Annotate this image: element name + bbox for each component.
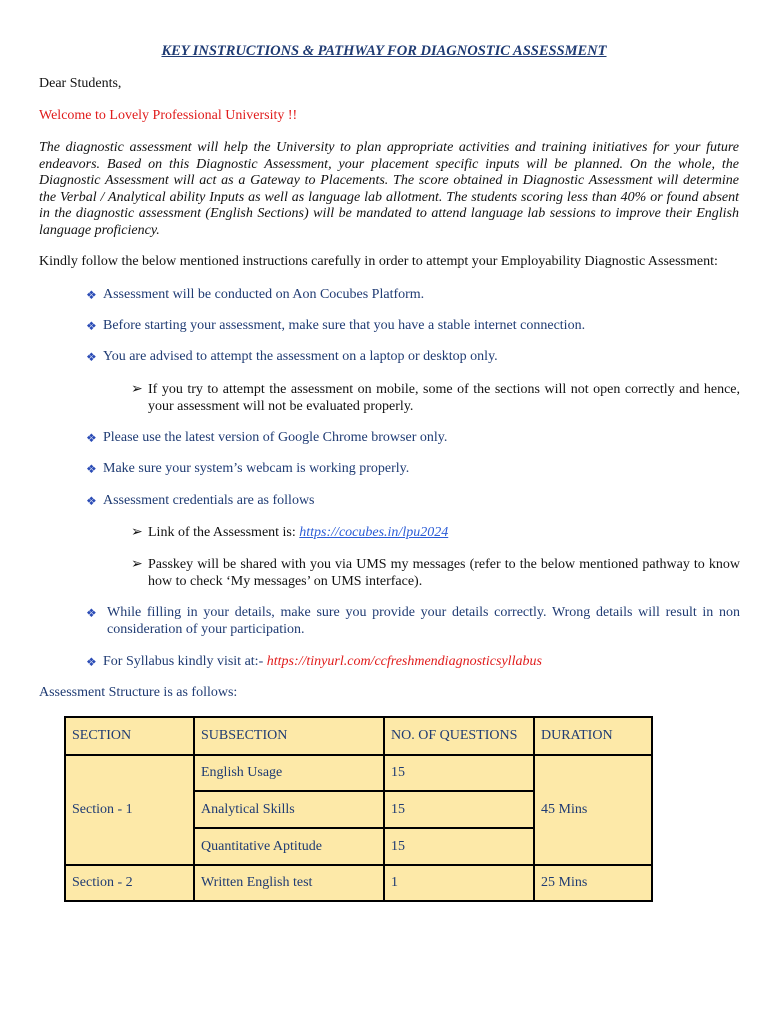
diamond-bullet-icon: ❖ xyxy=(86,462,97,476)
questions-cell: 15 xyxy=(384,791,534,828)
bullet-item xyxy=(86,493,740,510)
arrow-bullet-icon: ➢ xyxy=(131,382,143,397)
diamond-bullet-icon: ❖ xyxy=(86,655,97,669)
intro-paragraph: The diagnostic assessment will help the University to plan appropriate activities and training initiatives for your future endeavors. Based on this Diagnostic Assessment, your placement specific inputs will be planned. On the whole, the Diagnostic Assessment will act as a Gateway to Placements. The score obtained in Diagnostic Assessment will determine the Verbal / Analytical ability Inputs as well as language lab allotment. The students scoring less than 40% or found absent in the diagnostic assessment (English Sections) will be mandated to attend language lab sessions to improve their English language proficiency. xyxy=(39,140,739,238)
instructions-lead: Kindly follow the below mentioned instructions carefully in order to attempt your Employability Diagnostic Assessment: xyxy=(39,254,718,269)
sub-bullet-item xyxy=(131,525,740,542)
bullet-text: You are advised to attempt the assessment on a laptop or desktop only. xyxy=(103,349,498,364)
sub-bullet-item xyxy=(131,382,740,415)
table-header-row xyxy=(65,717,652,755)
diamond-bullet-icon: ❖ xyxy=(86,319,97,333)
header-questions: NO. OF QUESTIONS xyxy=(384,717,534,755)
syllabus-label: For Syllabus kindly visit at:- xyxy=(103,654,267,669)
syllabus-link[interactable]: https://tinyurl.com/ccfreshmendiagnosticsyllabus xyxy=(266,654,542,669)
assessment-link[interactable]: https://cocubes.in/lpu2024 xyxy=(299,525,449,540)
sub-bullet-item xyxy=(131,557,740,590)
bullet-text: Please use the latest version of Google Chrome browser only. xyxy=(103,430,448,445)
diamond-bullet-icon: ❖ xyxy=(86,606,97,620)
sub-bullet-text: If you try to attempt the assessment on mobile, some of the sections will not open correctly and hence, your assessment will not be evaluated properly. xyxy=(148,382,740,414)
assessment-link-label: Link of the Assessment is: xyxy=(148,525,300,540)
table-row xyxy=(65,865,652,901)
welcome-line: Welcome to Lovely Professional University !! xyxy=(39,108,298,123)
arrow-bullet-icon: ➢ xyxy=(131,557,143,572)
section-cell: Section - 2 xyxy=(65,865,194,901)
sub-bullet-text: Passkey will be shared with you via UMS my messages (refer to the below mentioned pathway to know how to check ‘My messages’ on UMS interface). xyxy=(148,557,740,589)
header-duration: DURATION xyxy=(534,717,652,755)
duration-cell: 45 Mins xyxy=(534,755,652,865)
structure-heading: Assessment Structure is as follows: xyxy=(39,685,238,700)
page-title: KEY INSTRUCTIONS & PATHWAY FOR DIAGNOSTIC ASSESSMENT xyxy=(161,43,607,59)
bullet-text xyxy=(86,654,740,671)
duration-cell: 25 Mins xyxy=(534,865,652,901)
sub-bullet-text xyxy=(131,525,740,542)
header-subsection: SUBSECTION xyxy=(194,717,384,755)
diamond-bullet-icon: ❖ xyxy=(86,494,97,508)
header-section: SECTION xyxy=(65,717,194,755)
bullet-item xyxy=(86,430,740,447)
section-cell: Section - 1 xyxy=(65,755,194,865)
questions-cell: 15 xyxy=(384,828,534,865)
bullet-item xyxy=(86,349,740,366)
assessment-structure-table xyxy=(64,716,653,902)
questions-cell: 15 xyxy=(384,755,534,791)
diamond-bullet-icon: ❖ xyxy=(86,288,97,302)
questions-cell: 1 xyxy=(384,865,534,901)
subsection-cell: Quantitative Aptitude xyxy=(194,828,384,865)
bullet-text: Make sure your system’s webcam is working properly. xyxy=(103,461,410,476)
table-row xyxy=(65,755,652,791)
subsection-cell: English Usage xyxy=(194,755,384,791)
bullet-text: Before starting your assessment, make sure that you have a stable internet connection. xyxy=(103,318,586,333)
greeting: Dear Students, xyxy=(39,76,122,91)
bullet-text: Assessment will be conducted on Aon Cocubes Platform. xyxy=(103,287,425,302)
diamond-bullet-icon: ❖ xyxy=(86,350,97,364)
bullet-text: Assessment credentials are as follows xyxy=(103,493,315,508)
bullet-item xyxy=(86,654,740,671)
subsection-cell: Written English test xyxy=(194,865,384,901)
bullet-item xyxy=(86,318,740,335)
diamond-bullet-icon: ❖ xyxy=(86,431,97,445)
arrow-bullet-icon: ➢ xyxy=(131,525,143,540)
subsection-cell: Analytical Skills xyxy=(194,791,384,828)
bullet-item xyxy=(86,287,740,304)
bullet-text: While filling in your details, make sure you provide your details correctly. Wrong details will result in non consideration of your participation. xyxy=(107,605,740,637)
bullet-item xyxy=(86,461,740,478)
bullet-item xyxy=(86,605,740,638)
